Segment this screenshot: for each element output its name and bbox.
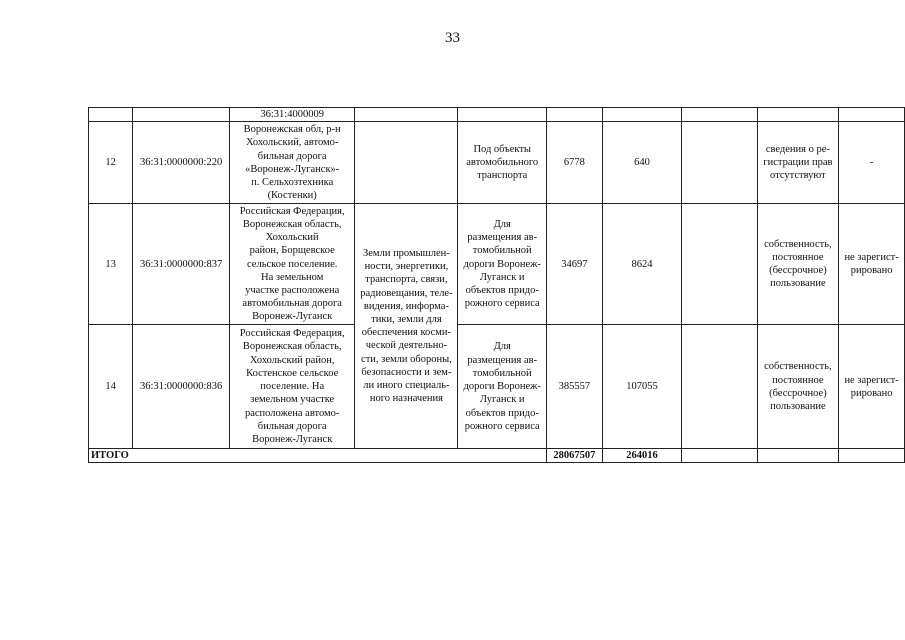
category-line: видения, информа-: [363, 300, 449, 312]
address-line: Хохольский район,: [249, 354, 335, 366]
right-line: отсутствуют: [770, 170, 826, 182]
total-row: [89, 449, 905, 463]
purpose-line: Луганск и: [479, 394, 525, 406]
registration: [839, 325, 905, 449]
address-line: Костенское сельское: [246, 367, 339, 379]
right-type: [757, 122, 839, 204]
cell-extra: [839, 108, 905, 122]
category-line: сти, земли обороны,: [361, 353, 452, 365]
right-line: (бессрочное): [769, 265, 827, 277]
empty-cell: [682, 449, 757, 463]
purpose-line: размещения ав-: [467, 232, 538, 244]
purpose: [458, 204, 547, 325]
right-type: [757, 325, 839, 449]
purpose: [458, 325, 547, 449]
right-type: [757, 204, 839, 325]
purpose-line: размещения ав-: [467, 354, 538, 366]
empty-cell: [839, 449, 905, 463]
cell-category: [355, 108, 458, 122]
right-line: пользование: [770, 400, 826, 412]
purpose-line: объектов придо-: [465, 407, 539, 419]
empty-cell: [757, 449, 839, 463]
registration-line: рировано: [850, 265, 893, 277]
address: [229, 325, 355, 449]
cadastral-number: 36:31:0000000:220: [133, 122, 230, 204]
purpose-line: объектов придо-: [465, 285, 539, 296]
address-line: земельном участке: [250, 394, 335, 406]
right-line: постоянное: [772, 374, 824, 386]
right-line: сведения о ре-: [765, 143, 830, 155]
purpose-line: рожного сервиса: [464, 298, 540, 310]
cell-num: [89, 108, 133, 122]
cadastral-value: 8624: [602, 204, 682, 325]
address-line: автомобильная дорога: [242, 298, 342, 310]
purpose: [458, 122, 547, 204]
area: 34697: [547, 204, 603, 325]
purpose-line: Луганск и: [479, 271, 525, 283]
cell-cadastral: [133, 108, 230, 122]
address-line: район, Борщевское: [249, 245, 335, 257]
address-line: п. Сельхозтехника: [251, 176, 334, 188]
category-line: ности, энергетики,: [364, 261, 449, 273]
purpose-line: томобильной: [472, 367, 532, 379]
right-line: (бессрочное): [769, 387, 827, 399]
address-line: Воронежская область,: [242, 218, 342, 230]
address-line: бильная дорога: [257, 150, 327, 162]
empty-cell: [682, 122, 757, 204]
address-line: Российская Федерация,: [239, 205, 345, 217]
address-line: бильная дорога: [257, 420, 327, 432]
page-number: 33: [445, 30, 460, 46]
registration: -: [839, 122, 905, 204]
row-number: 14: [89, 325, 133, 449]
total-area: 28067507: [547, 449, 603, 463]
right-line: постоянное: [772, 252, 824, 263]
purpose-line: рожного сервиса: [464, 420, 540, 432]
cadastral-value: 640: [602, 122, 682, 204]
purpose-line: автомобильного: [466, 157, 539, 169]
category-line: ли иного специаль-: [363, 380, 450, 392]
cell-address: 36:31:4000009: [229, 108, 355, 122]
category-line: радиовещания, теле-: [360, 287, 453, 299]
address-line: Воронеж-Луганск: [252, 433, 333, 445]
address: [229, 122, 355, 204]
category-line: безопасности и зем-: [361, 366, 452, 378]
address-line: Хохольский, автомо-: [245, 137, 339, 149]
category-line: Земли промышлен-: [363, 247, 450, 259]
address-line: (Костенки): [267, 190, 317, 202]
purpose-line: Для: [493, 218, 511, 230]
purpose-line: дороги Воронеж-: [463, 381, 541, 393]
category-line: ного назначения: [369, 393, 443, 405]
address-line: Хохольский: [265, 232, 319, 244]
cell-purpose: [458, 108, 547, 122]
table-row: [89, 204, 905, 325]
category-line: обеспечения косми-: [361, 327, 451, 339]
address-line: сельское поселение.: [247, 258, 338, 270]
cell-registration: [757, 108, 839, 122]
address-line: Воронежская обл, р-н: [243, 124, 341, 136]
land-category: [355, 122, 458, 204]
purpose-line: Для: [493, 341, 511, 353]
right-line: собственность,: [764, 361, 832, 373]
registration-line: не зарегист-: [844, 252, 899, 263]
land-plots-table: [88, 107, 905, 463]
registration: [839, 204, 905, 325]
total-label: ИТОГО: [89, 449, 547, 463]
row-number: 13: [89, 204, 133, 325]
land-category: [355, 204, 458, 449]
right-line: собственность,: [764, 238, 832, 250]
address-line: Воронежская область,: [242, 341, 342, 353]
address-line: расположена автомо-: [244, 407, 340, 419]
cadastral-number: 36:31:0000000:837: [133, 204, 230, 325]
address-line: Воронеж-Луганск: [252, 311, 333, 323]
table-row: [89, 122, 905, 204]
area: 385557: [547, 325, 603, 449]
cell-right: [682, 108, 757, 122]
total-value: 264016: [602, 449, 682, 463]
category-line: транспорта, связи,: [365, 274, 448, 286]
cadastral-number: 36:31:0000000:836: [133, 325, 230, 449]
cadastral-value: 107055: [602, 325, 682, 449]
purpose-line: томобильной: [472, 245, 532, 257]
row-number: 12: [89, 122, 133, 204]
purpose-line: транспорта: [477, 170, 528, 182]
address: [229, 204, 355, 325]
right-line: пользование: [770, 278, 826, 290]
cell-area: [547, 108, 603, 122]
area: 6778: [547, 122, 603, 204]
right-line: гистрации прав: [763, 157, 833, 169]
registration-line: не зарегист-: [844, 374, 899, 386]
cell-value: [602, 108, 682, 122]
purpose-line: дороги Воронеж-: [463, 258, 541, 270]
address-line: «Воронеж-Луганск»-: [245, 163, 340, 175]
address-line: Российская Федерация,: [239, 328, 345, 340]
purpose-line: Под объекты: [473, 143, 531, 155]
continuation-row: [89, 108, 905, 122]
address-line: участке расположена: [245, 285, 340, 296]
table-row: [89, 325, 905, 449]
address-line: поселение. На: [260, 381, 325, 393]
address-line: На земельном: [261, 271, 324, 283]
empty-cell: [682, 325, 757, 449]
registration-line: рировано: [850, 387, 893, 399]
category-line: ческой деятельно-: [365, 340, 448, 352]
category-line: тики, земли для: [371, 314, 442, 325]
empty-cell: [682, 204, 757, 325]
